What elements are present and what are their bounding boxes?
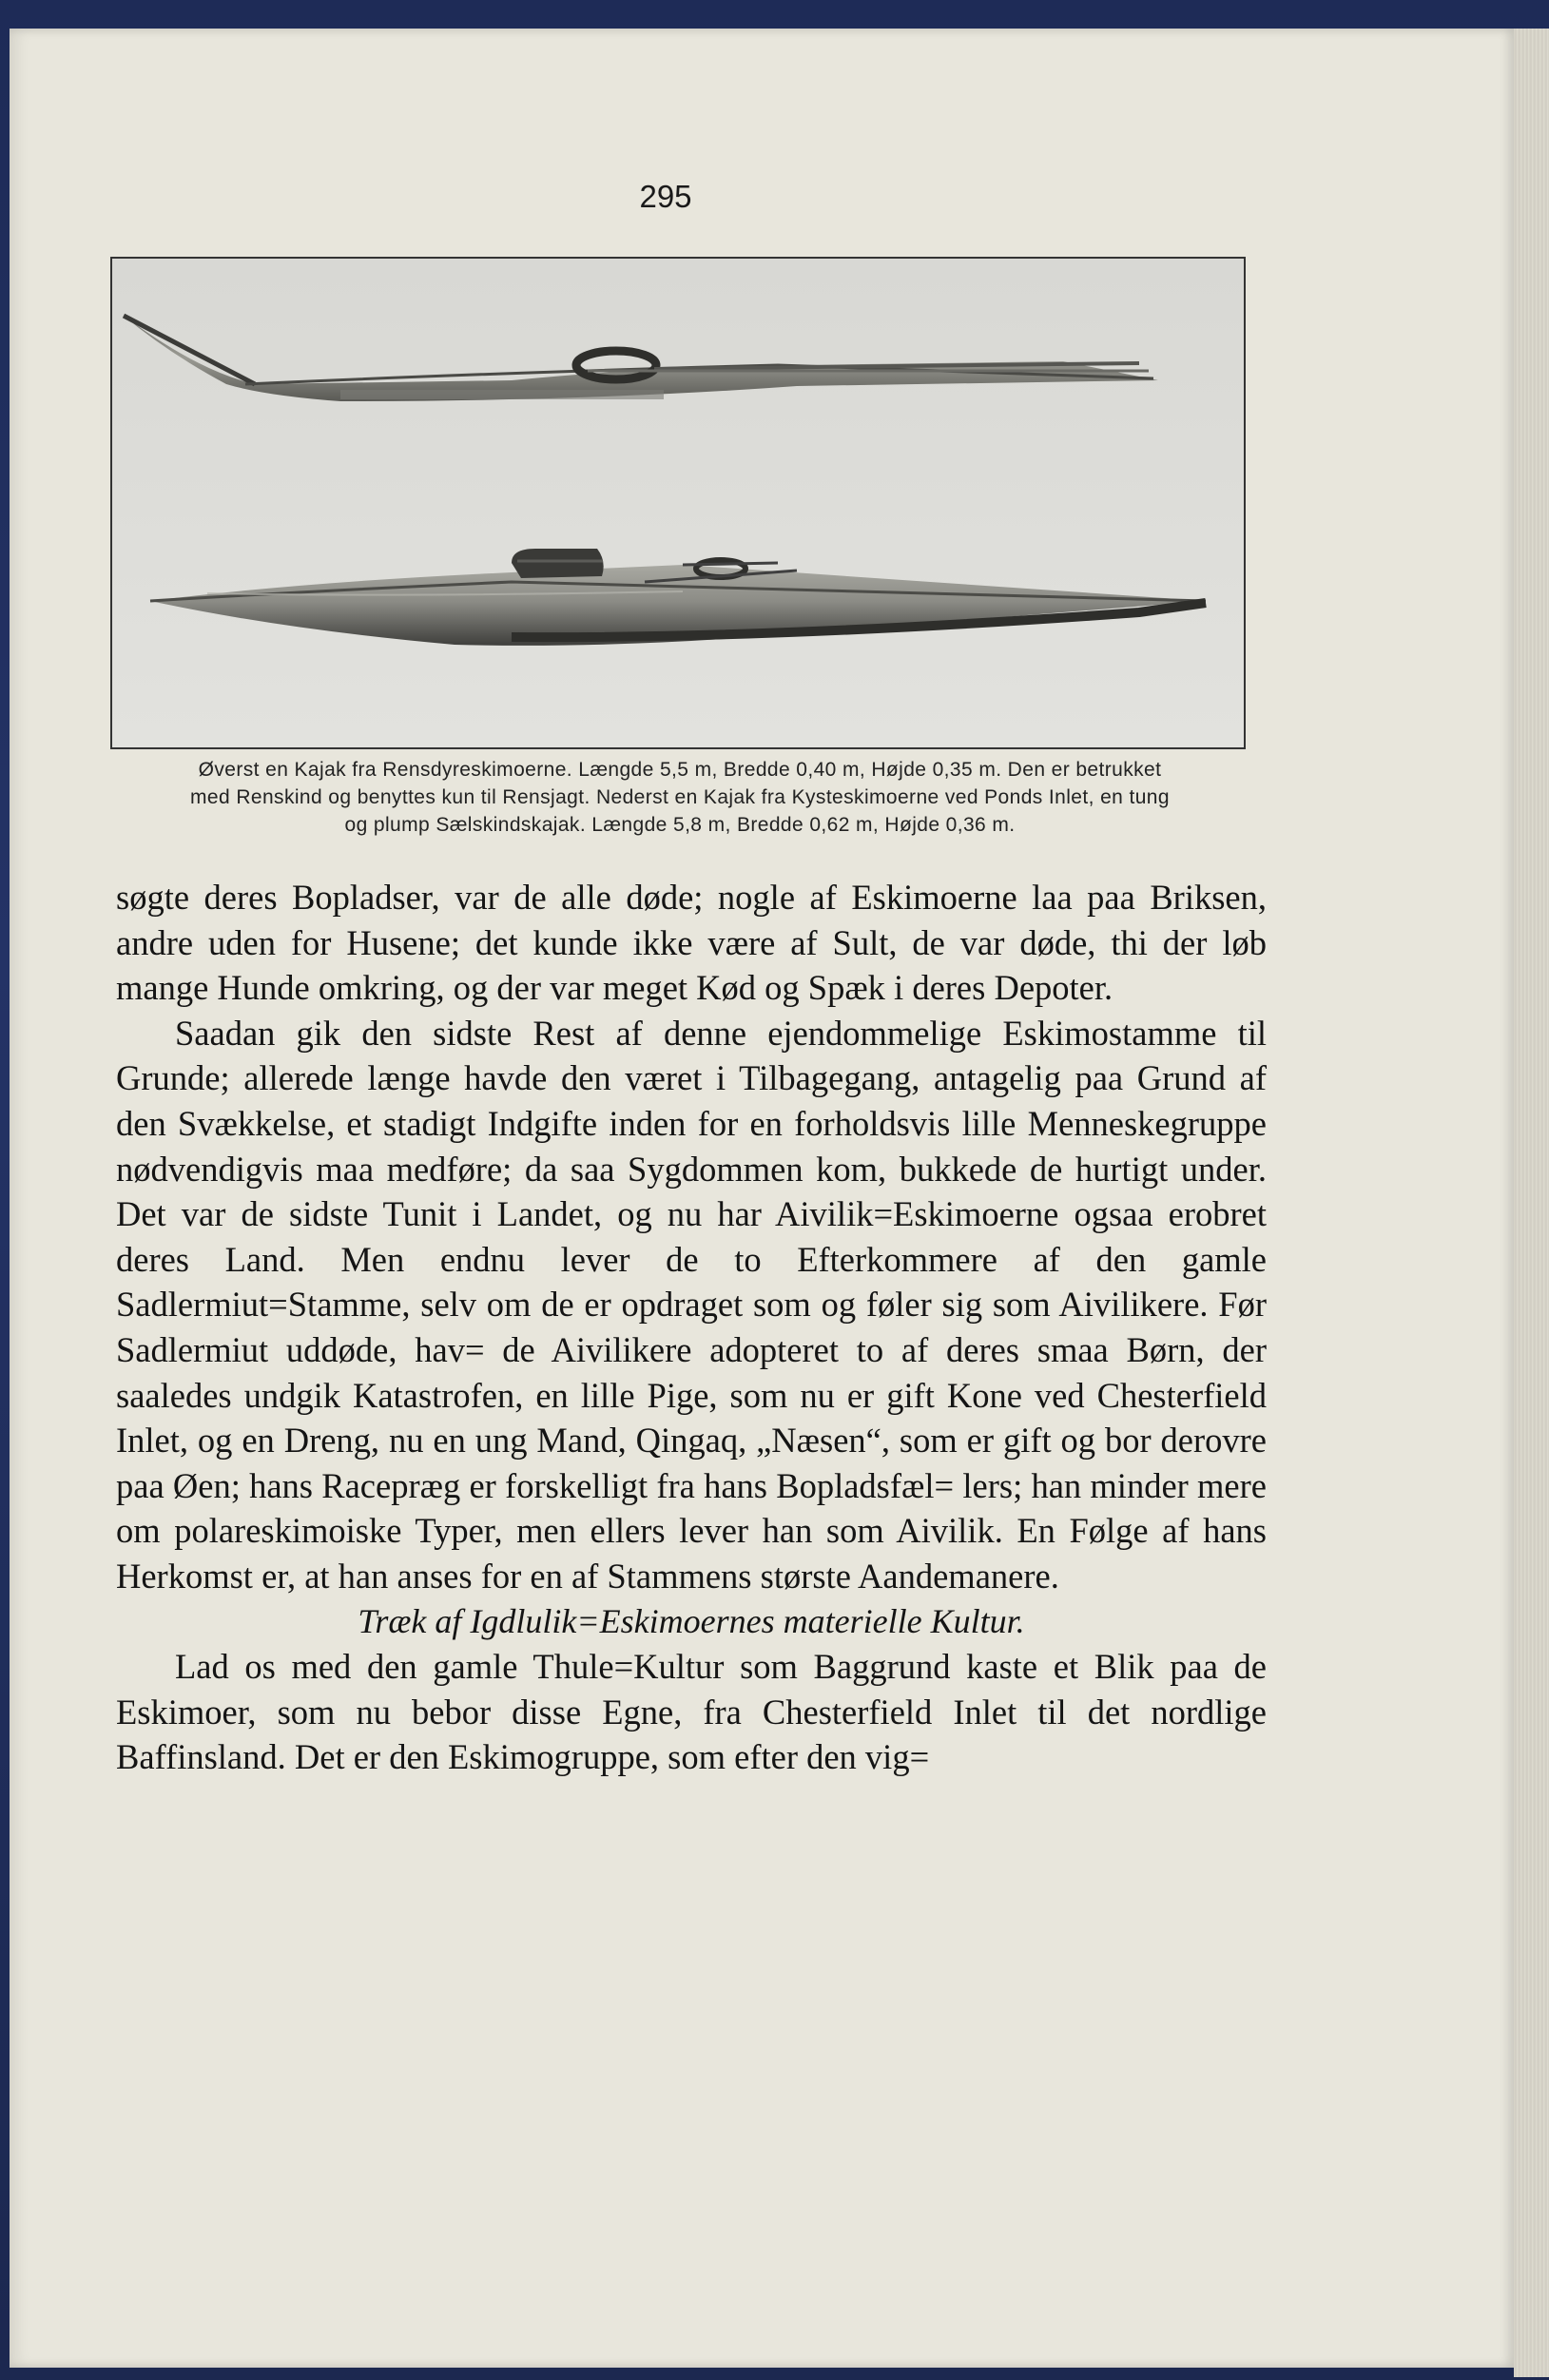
paragraph: søgte deres Bopladser, var de alle døde; nogle af Eskimoerne laa paa Briksen, andre uden for Husene; det kunde ikke være af Sult, de var døde, thi der løb mange Hunde omkring, og der var meget Kød og Spæk i deres Depoter.: [116, 878, 1267, 1008]
figure-caption: [105, 756, 1255, 839]
page-number: 295: [639, 179, 692, 214]
page-stack-edge: [1514, 29, 1549, 2377]
caption-line: Øverst en Kajak fra Rensdyreskimoerne. Længde 5,5 m, Bredde 0,40 m, Højde 0,35 m. Den er betrukket: [198, 759, 1162, 781]
kayak-photo-image: [112, 259, 1244, 747]
body-text: [116, 875, 1267, 1780]
paragraph: Lad os med den gamle Thule=Kultur som Baggrund kaste et Blik paa de Eskimoer, som nu bebor disse Egne, fra Chesterfield Inlet til det nordlige Baffinsland. Det er den Eskimogruppe, som efter den vig=: [116, 1647, 1267, 1777]
section-heading: Træk af Igdlulik=Eskimoernes materielle Kultur.: [358, 1601, 1025, 1640]
kayak-photograph: [110, 257, 1246, 749]
caption-line: og plump Sælskindskajak. Længde 5,8 m, Bredde 0,62 m, Højde 0,36 m.: [344, 814, 1016, 836]
paragraph: Saadan gik den sidste Rest af denne ejendommelige Eskimostamme til Grunde; allerede længe havde den været i Tilbagegang, antagelig paa Grund af den Svækkelse, et stadigt Indgifte inden for en forholdsvis lille Menneskegruppe nødvendigvis maa medføre; da saa Sygdommen kom, bukkede de hurtigt under. Det var de sidste Tunit i Landet, og nu har Aivilik=Eskimoerne ogsaa erobret deres Land. Men endnu lever de to Efterkommere af den gamle Sadlermiut=Stamme, selv om de er opdraget som og føler sig som Aivilikere. Før Sadlermiut uddøde, hav= de Aivilikere adopteret to af deres smaa Børn, der saaledes undgik Katastrofen, en lille Pige, som nu er gift Kone ved Chesterfield Inlet, og en Dreng, nu en ung Mand, Qingaq, „Næsen“, som er gift og bor derovre paa Øen; hans Racepræg er forskelligt fra hans Bopladsfæl= lers; han minder mere om polareskimoiske Typer, men ellers lever han som Aivilik. En Følge af hans Herkomst er, at han anses for en af Stammens største Aandemanere.: [116, 1013, 1267, 1596]
caption-line: med Renskind og benyttes kun til Rensjagt. Nederst en Kajak fra Kysteskimoerne ved Ponds Inlet, en tung: [190, 786, 1170, 808]
